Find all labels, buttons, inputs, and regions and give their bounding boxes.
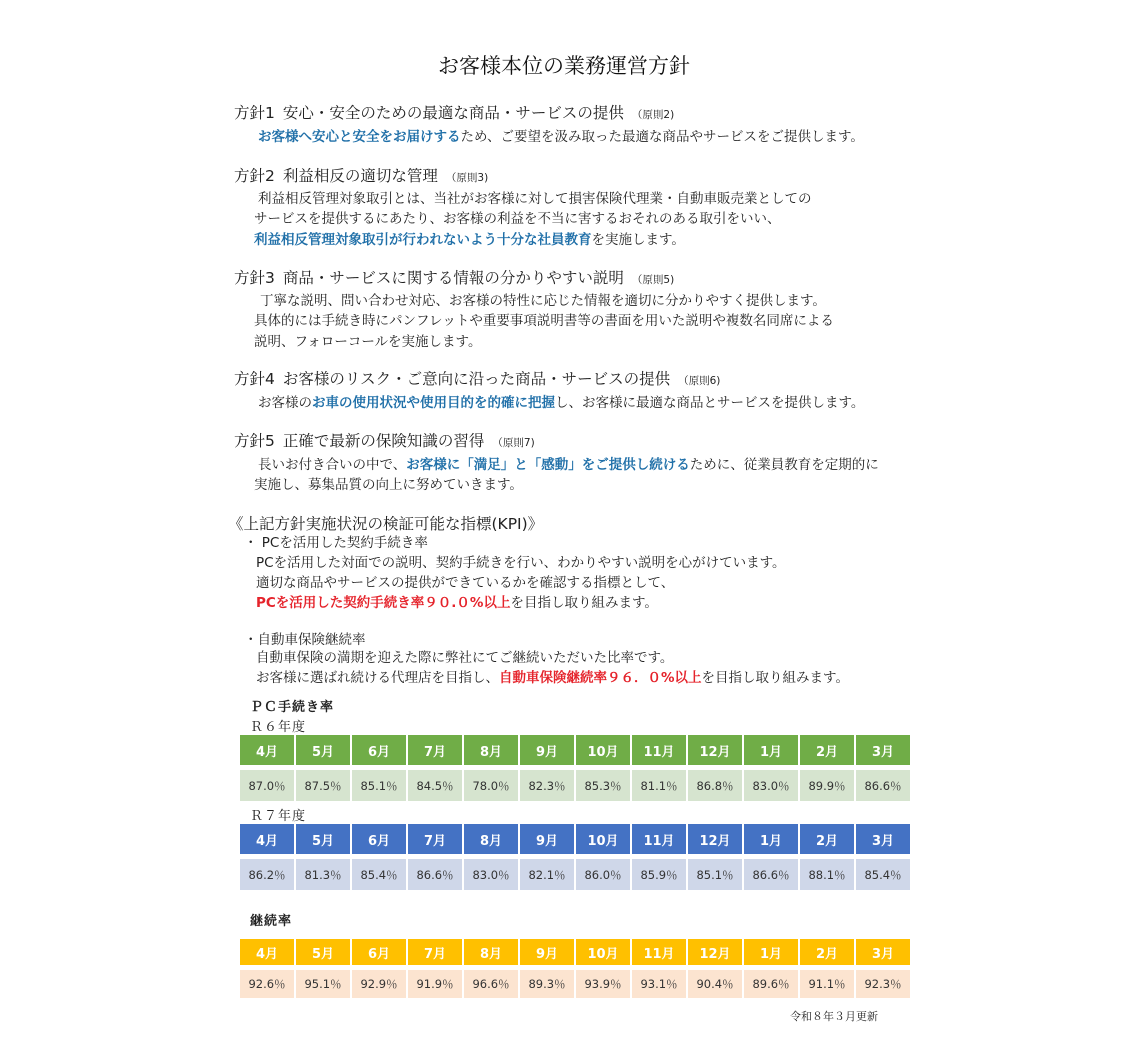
month-cell: 4月 — [240, 939, 294, 965]
month-cell: 9月 — [520, 735, 574, 765]
month-cell: 12月 — [688, 824, 742, 854]
month-cell: 6月 — [352, 824, 406, 854]
month-cell: 9月 — [520, 824, 574, 854]
rate-cell: 87.0％ — [240, 770, 294, 801]
month-cell: 10月 — [576, 939, 630, 965]
month-cell: 8月 — [464, 824, 518, 854]
rate-cell: 93.9％ — [576, 970, 630, 998]
policy-1-title: 安心・安全のための最適な商品・サービスの提供 — [282, 104, 624, 122]
rate-cell: 93.1％ — [632, 970, 686, 998]
rate-cell: 86.0％ — [576, 859, 630, 890]
rate-cell: 85.9％ — [632, 859, 686, 890]
policy-1-ref: （原則2) — [631, 109, 675, 121]
kpi-pc-line-3: PCを活用した契約手続き率９０.０%以上を目指し取り組みます。 — [256, 595, 658, 611]
policy-2-title: 利益相反の適切な管理 — [282, 167, 438, 185]
month-cell: 5月 — [296, 939, 350, 965]
month-cell: 2月 — [800, 735, 854, 765]
rate-cell: 86.6％ — [744, 859, 798, 890]
month-cell: 7月 — [408, 939, 462, 965]
r6-value-row — [240, 770, 910, 801]
rate-cell: 86.8％ — [688, 770, 742, 801]
month-cell: 1月 — [744, 824, 798, 854]
rate-cell: 89.9％ — [800, 770, 854, 801]
month-cell: 1月 — [744, 735, 798, 765]
rate-cell: 91.9％ — [408, 970, 462, 998]
rate-cell: 85.1％ — [688, 859, 742, 890]
policy-3-title: 商品・サービスに関する情報の分かりやすい説明 — [282, 269, 624, 287]
rate-cell: 82.3％ — [520, 770, 574, 801]
r6-year-label: Ｒ６年度 — [250, 720, 307, 735]
kpi-heading: 《上記方針実施状況の検証可能な指標(KPI)》 — [228, 515, 544, 533]
policy-5-heading — [234, 429, 535, 451]
month-cell: 11月 — [632, 824, 686, 854]
renewal-month-row — [240, 939, 910, 965]
rate-cell: 96.6％ — [464, 970, 518, 998]
policy-4-line-1: お客様のお車の使用状況や使用目的を的確に把握し、お客様に最適な商品とサービスを提供します。 — [258, 395, 865, 411]
month-cell: 7月 — [408, 735, 462, 765]
month-cell: 2月 — [800, 939, 854, 965]
rate-cell: 85.4％ — [856, 859, 910, 890]
month-cell: 7月 — [408, 824, 462, 854]
rate-cell: 89.6％ — [744, 970, 798, 998]
policy-5-line-2: 実施し、募集品質の向上に努めていきます。 — [254, 477, 523, 493]
updated-date: 令和８年３月更新 — [790, 1010, 878, 1023]
rate-cell: 81.1％ — [632, 770, 686, 801]
month-cell: 4月 — [240, 824, 294, 854]
policy-1-emphasis: お客様へ安心と安全をお届けする — [258, 129, 461, 145]
rate-cell: 85.1％ — [352, 770, 406, 801]
rate-cell: 87.5％ — [296, 770, 350, 801]
policy-5-title: 正確で最新の保険知識の習得 — [282, 432, 485, 450]
month-cell: 11月 — [632, 735, 686, 765]
month-cell: 10月 — [576, 735, 630, 765]
policy-3-heading — [234, 266, 674, 288]
page-title: お客様本位の業務運営方針 — [438, 54, 690, 78]
rate-cell: 86.2％ — [240, 859, 294, 890]
kpi-pc-line-2: 適切な商品やサービスの提供ができているかを確認する指標として、 — [256, 575, 675, 591]
rate-cell: 88.1％ — [800, 859, 854, 890]
policy-1-number: 方針1 — [234, 104, 275, 122]
policy-3-ref: （原則5) — [631, 274, 675, 286]
policy-4-number: 方針4 — [234, 370, 275, 388]
r7-year-label: Ｒ７年度 — [250, 809, 307, 824]
month-cell: 12月 — [688, 735, 742, 765]
policy-4-emphasis: お車の使用状況や使用目的を的確に把握 — [312, 395, 555, 411]
rate-cell: 82.1％ — [520, 859, 574, 890]
rate-cell: 86.6％ — [856, 770, 910, 801]
policy-5-emphasis: お客様に「満足」と「感動」をご提供し続ける — [406, 457, 690, 473]
month-cell: 8月 — [464, 939, 518, 965]
policy-2-line-3: 利益相反管理対象取引が行われないよう十分な社員教育を実施します。 — [254, 232, 685, 248]
policy-4-title: お客様のリスク・ご意向に沿った商品・サービスの提供 — [282, 370, 671, 388]
kpi-pc-label: ・ PCを活用した契約手続き率 — [244, 535, 428, 551]
policy-2-heading — [234, 164, 488, 186]
rate-cell: 83.0％ — [464, 859, 518, 890]
rate-cell: 85.4％ — [352, 859, 406, 890]
month-cell: 8月 — [464, 735, 518, 765]
r7-table — [238, 824, 912, 890]
kpi-renewal-target: 自動車保険継続率９６．０%以上 — [499, 670, 702, 686]
rate-cell: 91.1％ — [800, 970, 854, 998]
renewal-value-row — [240, 970, 910, 998]
rate-cell: 95.1％ — [296, 970, 350, 998]
policy-5-line-1: 長いお付き合いの中で、お客様に「満足」と「感動」をご提供し続けるために、従業員教育を定期的に — [258, 457, 879, 473]
month-cell: 1月 — [744, 939, 798, 965]
policy-4-ref: （原則6) — [678, 375, 721, 387]
pc-table-label: ＰＣ手続き率 — [250, 700, 335, 715]
month-cell: 5月 — [296, 735, 350, 765]
rate-cell: 81.3％ — [296, 859, 350, 890]
policy-2-number: 方針2 — [234, 167, 275, 185]
rate-cell: 86.6％ — [408, 859, 462, 890]
r7-value-row — [240, 859, 910, 890]
r7-month-row — [240, 824, 910, 854]
policy-4-heading — [234, 367, 720, 389]
month-cell: 5月 — [296, 824, 350, 854]
rate-cell: 92.3％ — [856, 970, 910, 998]
policy-1-heading — [234, 101, 674, 123]
rate-cell: 92.6％ — [240, 970, 294, 998]
policy-5-number: 方針5 — [234, 432, 275, 450]
r6-table — [238, 735, 912, 801]
policy-2-emphasis: 利益相反管理対象取引が行われないよう十分な社員教育 — [254, 232, 592, 248]
kpi-pc-target: PCを活用した契約手続き率９０.０%以上 — [256, 595, 511, 611]
kpi-renewal-line-2: お客様に選ばれ続ける代理店を目指し、自動車保険継続率９６．０%以上を目指し取り組みます。 — [256, 670, 849, 686]
kpi-renewal-label: ・自動車保険継続率 — [244, 632, 366, 648]
rate-cell: 89.3％ — [520, 970, 574, 998]
month-cell: 6月 — [352, 939, 406, 965]
policy-2-ref: （原則3) — [445, 172, 489, 184]
month-cell: 6月 — [352, 735, 406, 765]
month-cell: 12月 — [688, 939, 742, 965]
policy-1-line-1: お客様へ安心と安全をお届けするため、ご要望を汲み取った最適な商品やサービスをご提供します。 — [258, 129, 864, 145]
month-cell: 3月 — [856, 824, 910, 854]
policy-3-number: 方針3 — [234, 269, 275, 287]
rate-cell: 78.0％ — [464, 770, 518, 801]
month-cell: 10月 — [576, 824, 630, 854]
policy-2-line-1: 利益相反管理対象取引とは、当社がお客様に対して損害保険代理業・自動車販売業としての — [258, 191, 812, 207]
month-cell: 3月 — [856, 735, 910, 765]
policy-3-line-2: 具体的には手続き時にパンフレットや重要事項説明書等の書面を用いた説明や複数名同席による — [254, 313, 834, 329]
r6-month-row — [240, 735, 910, 765]
month-cell: 3月 — [856, 939, 910, 965]
kpi-renewal-line-1: 自動車保険の満期を迎えた際に弊社にてご継続いただいた比率です。 — [256, 650, 674, 666]
rate-cell: 84.5％ — [408, 770, 462, 801]
rate-cell: 92.9％ — [352, 970, 406, 998]
policy-3-line-1: 丁寧な説明、問い合わせ対応、お客様の特性に応じた情報を適切に分かりやすく提供します。 — [260, 293, 826, 309]
rate-cell: 85.3％ — [576, 770, 630, 801]
month-cell: 4月 — [240, 735, 294, 765]
policy-2-line-2: サービスを提供するにあたり、お客様の利益を不当に害するおそれのある取引をいい、 — [254, 211, 781, 227]
rate-cell: 83.0％ — [744, 770, 798, 801]
renewal-table — [238, 939, 912, 998]
month-cell: 11月 — [632, 939, 686, 965]
month-cell: 9月 — [520, 939, 574, 965]
renewal-table-label: 継続率 — [250, 914, 293, 929]
rate-cell: 90.4％ — [688, 970, 742, 998]
policy-3-line-3: 説明、フォローコールを実施します。 — [254, 334, 482, 350]
policy-5-ref: （原則7) — [492, 437, 535, 449]
kpi-pc-line-1: PCを活用した対面での説明、契約手続きを行い、わかりやすい説明を心がけています。 — [256, 555, 786, 571]
month-cell: 2月 — [800, 824, 854, 854]
